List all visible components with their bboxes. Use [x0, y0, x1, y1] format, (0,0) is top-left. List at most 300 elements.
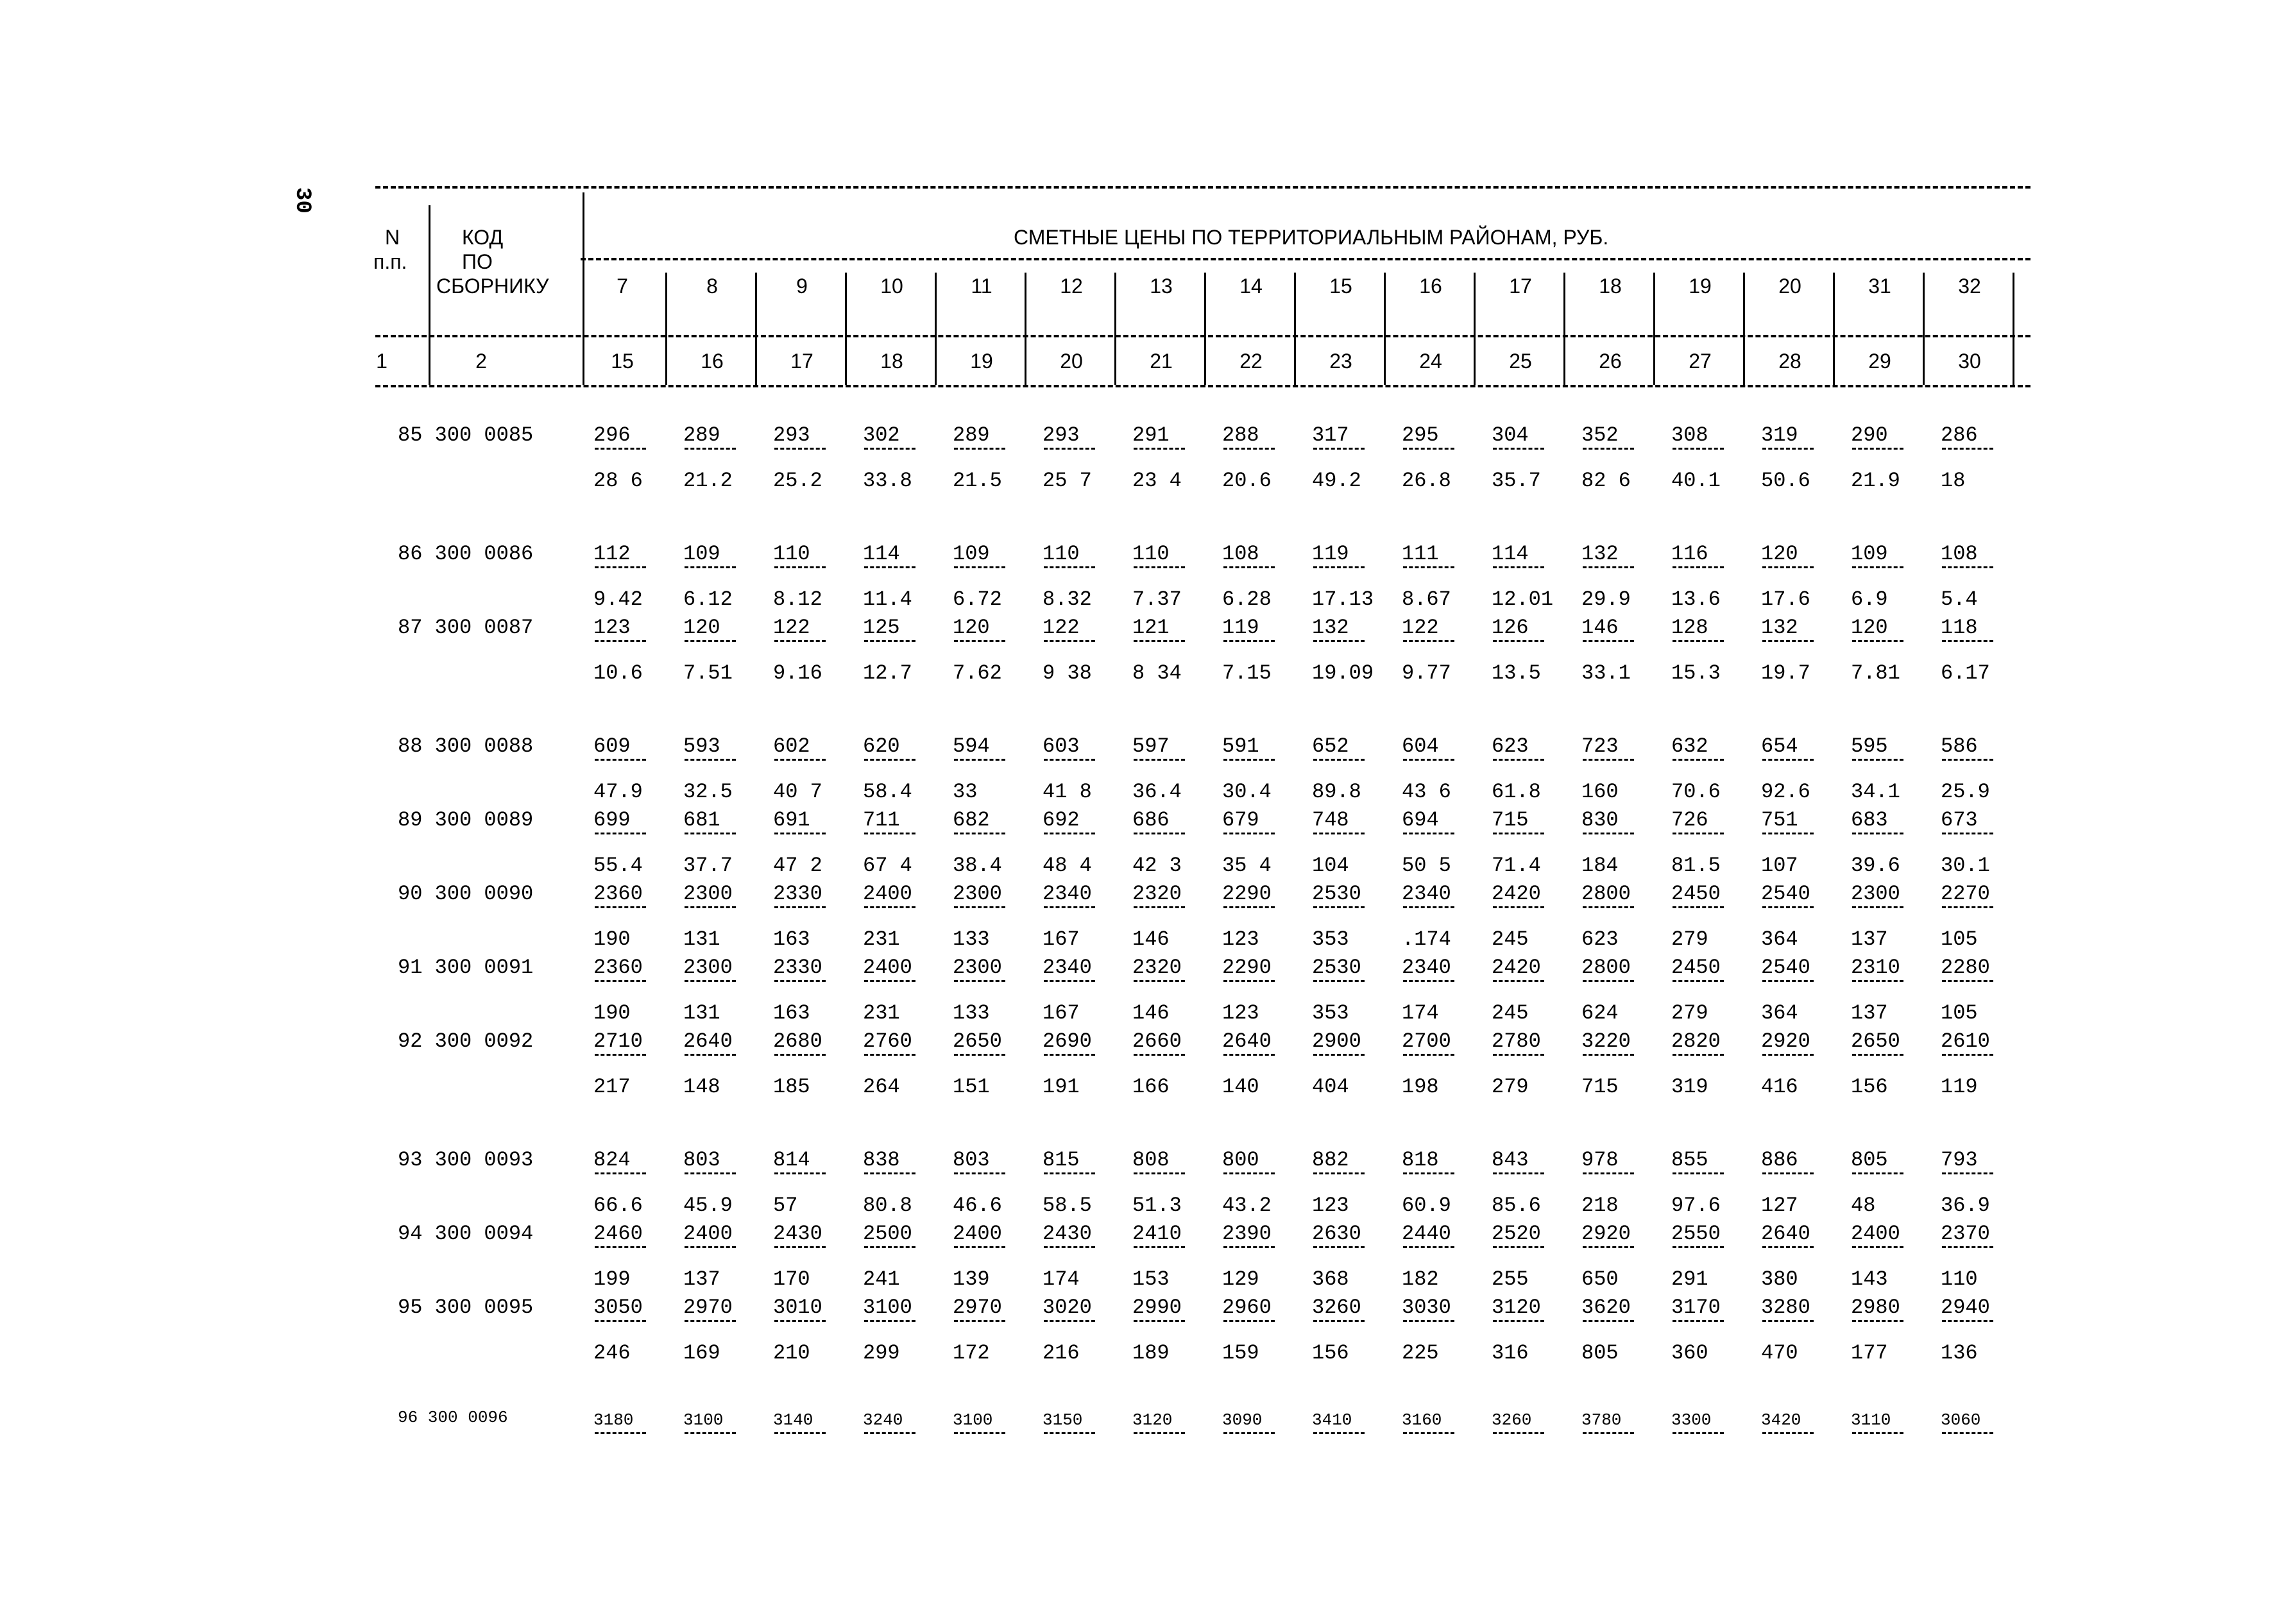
price-value: 3120: [1132, 1410, 1173, 1430]
price-value: 116: [1671, 542, 1708, 566]
price-value: 118: [1941, 616, 1978, 639]
price-cell: [863, 1148, 940, 1218]
price-cell: [1492, 1222, 1569, 1292]
wage-value: 123: [1222, 1001, 1259, 1025]
price-cell: [1043, 882, 1119, 952]
price-value: 289: [953, 423, 990, 447]
wage-value: 416: [1761, 1075, 1798, 1099]
price-cell: [683, 808, 760, 878]
fraction-bar: [1403, 1172, 1454, 1174]
row-code-label: 95 300 0095: [398, 1296, 534, 1319]
price-value: 132: [1581, 542, 1619, 566]
price-value: 2300: [683, 956, 733, 979]
district-header-19: 19: [1689, 275, 1712, 298]
wage-value: 133: [953, 1001, 990, 1025]
price-cell: [1312, 1029, 1389, 1099]
price-cell: [863, 423, 940, 493]
price-value: 652: [1312, 734, 1349, 758]
wage-value: 217: [593, 1075, 631, 1099]
price-cell: [1402, 616, 1479, 686]
fraction-bar: [595, 833, 646, 834]
price-cell: [593, 1222, 670, 1292]
fraction-bar: [864, 980, 915, 982]
price-cell: [1492, 734, 1569, 804]
fraction-bar: [1762, 448, 1814, 450]
price-value: 609: [593, 734, 631, 758]
wage-value: 174: [1402, 1001, 1439, 1025]
price-cell: [1312, 1296, 1389, 1366]
fraction-bar: [1583, 640, 1634, 642]
fraction-bar: [1313, 833, 1365, 834]
price-cell: [1312, 616, 1389, 686]
price-value: 886: [1761, 1148, 1798, 1172]
fraction-bar: [954, 1172, 1005, 1174]
wage-value: 216: [1043, 1341, 1080, 1365]
wage-value: 28 6: [593, 469, 643, 493]
fraction-bar: [595, 640, 646, 642]
price-value: 125: [863, 616, 900, 639]
wage-value: 133: [953, 927, 990, 951]
fraction-bar: [1852, 980, 1903, 982]
price-value: 3050: [593, 1296, 643, 1319]
price-cell: [1941, 1148, 2018, 1218]
fraction-bar: [1762, 1320, 1814, 1322]
fraction-bar: [774, 980, 826, 982]
price-cell: [1761, 882, 1838, 952]
price-cell: [953, 734, 1030, 804]
price-value: 686: [1132, 808, 1170, 832]
price-cell: [1492, 1148, 1569, 1218]
price-value: 830: [1581, 808, 1619, 832]
price-cell: [1941, 616, 2018, 686]
price-cell: [683, 956, 760, 1026]
fraction-bar: [1493, 566, 1544, 568]
price-cell: [1492, 1296, 1569, 1366]
wage-value: 159: [1222, 1341, 1259, 1365]
price-cell: [863, 956, 940, 1026]
price-value: 2820: [1671, 1029, 1721, 1053]
price-cell: [1222, 734, 1299, 804]
wage-value: 25.9: [1941, 780, 1990, 804]
price-value: 602: [773, 734, 810, 758]
price-value: 114: [863, 542, 900, 566]
price-value: 2640: [683, 1029, 733, 1053]
row-code-label: 87 300 0087: [398, 616, 534, 639]
district-header-12: 12: [1060, 275, 1083, 298]
price-cell: [1581, 1148, 1658, 1218]
wage-value: 190: [593, 927, 631, 951]
fraction-bar: [1044, 759, 1095, 761]
wage-value: 470: [1761, 1341, 1798, 1365]
wage-value: 368: [1312, 1267, 1349, 1291]
price-cell: [1581, 542, 1658, 612]
price-cell: [1402, 734, 1479, 804]
price-value: 2340: [1043, 956, 1092, 979]
price-value: 289: [683, 423, 720, 447]
price-cell: [1581, 808, 1658, 878]
wage-value: 163: [773, 927, 810, 951]
wage-value: 299: [863, 1341, 900, 1365]
fraction-bar: [1134, 980, 1185, 982]
col-code-header-line1: КОД: [462, 226, 504, 249]
column-number-1: 1: [376, 350, 387, 373]
price-cell: [1222, 882, 1299, 952]
fraction-bar: [1942, 1172, 1993, 1174]
price-value: 692: [1043, 808, 1080, 832]
fraction-bar: [1223, 566, 1275, 568]
price-value: 3280: [1761, 1296, 1810, 1319]
price-cell: [1402, 1148, 1479, 1218]
price-value: 2300: [953, 956, 1002, 979]
price-value: 748: [1312, 808, 1349, 832]
fraction-bar: [685, 906, 736, 908]
fraction-bar: [1134, 566, 1185, 568]
row-code-label: 89 300 0089: [398, 808, 534, 832]
price-value: 2410: [1132, 1222, 1182, 1246]
wage-value: 7.15: [1222, 661, 1272, 685]
fraction-bar: [1403, 640, 1454, 642]
price-value: 3150: [1043, 1410, 1083, 1430]
price-cell: [863, 542, 940, 612]
wage-value: 380: [1761, 1267, 1798, 1291]
fraction-bar: [1313, 566, 1365, 568]
price-value: 2450: [1671, 956, 1721, 979]
fraction-bar: [1852, 1432, 1903, 1434]
prices-group-title: СМЕТНЫЕ ЦЕНЫ ПО ТЕРРИТОРИАЛЬНЫМ РАЙОНАМ, РУБ.: [1014, 226, 1609, 249]
district-header-14: 14: [1239, 275, 1263, 298]
price-cell: [1581, 1408, 1658, 1434]
fraction-bar: [1044, 1054, 1095, 1056]
wage-value: 97.6: [1671, 1194, 1721, 1217]
price-value: 2340: [1402, 956, 1451, 979]
wage-value: 7.37: [1132, 588, 1182, 611]
price-value: 2680: [773, 1029, 822, 1053]
wage-value: 241: [863, 1267, 900, 1291]
price-cell: [1402, 956, 1479, 1026]
price-cell: [1132, 808, 1209, 878]
district-divider: [755, 273, 757, 385]
price-value: 3170: [1671, 1296, 1721, 1319]
wage-value: 319: [1671, 1075, 1708, 1099]
price-cell: [863, 882, 940, 952]
fraction-bar: [864, 640, 915, 642]
fraction-bar: [1313, 1320, 1365, 1322]
wage-value: 291: [1671, 1267, 1708, 1291]
price-value: 108: [1941, 542, 1978, 566]
fraction-bar: [1403, 1320, 1454, 1322]
wage-value: 13.5: [1492, 661, 1541, 685]
fraction-bar: [595, 566, 646, 568]
fraction-bar: [1403, 1054, 1454, 1056]
wage-value: 7.51: [683, 661, 733, 685]
price-value: 114: [1492, 542, 1529, 566]
price-value: 2690: [1043, 1029, 1092, 1053]
price-value: 2340: [1043, 882, 1092, 906]
wage-value: 131: [683, 1001, 720, 1025]
column-number-17: 17: [790, 350, 813, 373]
price-value: 3030: [1402, 1296, 1451, 1319]
price-cell: [683, 1296, 760, 1366]
price-cell: [1132, 616, 1209, 686]
price-cell: [1132, 1222, 1209, 1292]
fraction-bar: [1583, 980, 1634, 982]
price-value: 288: [1222, 423, 1259, 447]
price-value: 3100: [953, 1410, 993, 1430]
fraction-bar: [1673, 1172, 1724, 1174]
wage-value: .174: [1402, 927, 1451, 951]
price-value: 715: [1492, 808, 1529, 832]
price-cell: [593, 1029, 670, 1099]
price-cell: [953, 956, 1030, 1026]
fraction-bar: [1313, 1172, 1365, 1174]
col-np-header-line1: N: [385, 226, 400, 249]
fraction-bar: [954, 640, 1005, 642]
price-cell: [1312, 1148, 1389, 1218]
column-number-30: 30: [1958, 350, 1981, 373]
fraction-bar: [1762, 759, 1814, 761]
fraction-bar: [1942, 566, 1993, 568]
fraction-bar: [1673, 448, 1724, 450]
price-cell: [1132, 1408, 1209, 1434]
price-cell: [683, 734, 760, 804]
price-value: 2920: [1761, 1029, 1810, 1053]
price-cell: [1043, 1222, 1119, 1292]
fraction-bar: [954, 1246, 1005, 1248]
wage-value: 12.01: [1492, 588, 1554, 611]
wage-value: 92.6: [1761, 780, 1810, 804]
fraction-bar: [1852, 640, 1903, 642]
wage-value: 245: [1492, 1001, 1529, 1025]
wage-value: 11.4: [863, 588, 912, 611]
fraction-bar: [1583, 1172, 1634, 1174]
price-cell: [1941, 1296, 2018, 1366]
column-number-15: 15: [611, 350, 634, 373]
wage-value: 190: [593, 1001, 631, 1025]
price-cell: [1761, 423, 1838, 493]
wage-value: 18: [1941, 469, 1966, 493]
fraction-bar: [1493, 1172, 1544, 1174]
wage-value: 29.9: [1581, 588, 1631, 611]
col-code-header-line2: ПО: [462, 250, 493, 273]
price-value: 122: [1043, 616, 1080, 639]
price-cell: [1671, 542, 1748, 612]
wage-value: 48 4: [1043, 854, 1092, 877]
fraction-bar: [1313, 980, 1365, 982]
price-value: 120: [953, 616, 990, 639]
price-cell: [1851, 1148, 1928, 1218]
price-value: 2320: [1132, 882, 1182, 906]
fraction-bar: [1583, 759, 1634, 761]
price-cell: [773, 1029, 850, 1099]
wage-value: 36.4: [1132, 780, 1182, 804]
price-cell: [1132, 882, 1209, 952]
fraction-bar: [1493, 1246, 1544, 1248]
price-value: 308: [1671, 423, 1708, 447]
price-value: 838: [863, 1148, 900, 1172]
price-cell: [863, 1029, 940, 1099]
price-cell: [593, 616, 670, 686]
fraction-bar: [1134, 448, 1185, 450]
price-value: 2530: [1312, 956, 1361, 979]
fraction-bar: [1223, 640, 1275, 642]
price-cell: [593, 808, 670, 878]
fraction-bar: [1044, 640, 1095, 642]
wage-value: 19.7: [1761, 661, 1810, 685]
price-value: 591: [1222, 734, 1259, 758]
wage-value: 30.4: [1222, 780, 1272, 804]
wage-value: 51.3: [1132, 1194, 1182, 1217]
fraction-bar: [1134, 1320, 1185, 1322]
price-value: 2990: [1132, 1296, 1182, 1319]
price-cell: [1222, 1296, 1299, 1366]
wage-value: 137: [1851, 1001, 1888, 1025]
fraction-bar: [1044, 980, 1095, 982]
price-cell: [1671, 808, 1748, 878]
fraction-bar: [1134, 1432, 1185, 1434]
district-divider: [1563, 273, 1565, 385]
price-value: 110: [1043, 542, 1080, 566]
price-cell: [1851, 1222, 1928, 1292]
price-value: 2460: [593, 1222, 643, 1246]
wage-value: 41 8: [1043, 780, 1092, 804]
price-cell: [773, 542, 850, 612]
wage-value: 9.16: [773, 661, 822, 685]
price-cell: [863, 1296, 940, 1366]
wage-value: 174: [1043, 1267, 1080, 1291]
fraction-bar: [685, 1320, 736, 1322]
wage-value: 231: [863, 927, 900, 951]
fraction-bar: [954, 1432, 1005, 1434]
fraction-bar: [1223, 1320, 1275, 1322]
fraction-bar: [1762, 1054, 1814, 1056]
price-value: 694: [1402, 808, 1439, 832]
wage-value: 119: [1941, 1075, 1978, 1099]
wage-value: 353: [1312, 927, 1349, 951]
column-number-18: 18: [880, 350, 903, 373]
fraction-bar: [1223, 1246, 1275, 1248]
price-value: 2420: [1492, 882, 1541, 906]
price-value: 302: [863, 423, 900, 447]
fraction-bar: [954, 566, 1005, 568]
wage-value: 17.6: [1761, 588, 1810, 611]
price-cell: [1761, 1408, 1838, 1434]
wage-value: 123: [1222, 927, 1259, 951]
price-cell: [1222, 956, 1299, 1026]
fraction-bar: [954, 980, 1005, 982]
fraction-bar: [1223, 980, 1275, 982]
fraction-bar: [1403, 448, 1454, 450]
price-cell: [1402, 542, 1479, 612]
price-cell: [1043, 1148, 1119, 1218]
price-value: 2540: [1761, 882, 1810, 906]
district-divider: [1833, 273, 1835, 385]
price-value: 855: [1671, 1148, 1708, 1172]
price-cell: [593, 1408, 670, 1434]
price-value: 122: [773, 616, 810, 639]
price-value: 2800: [1581, 956, 1631, 979]
wage-value: 33.1: [1581, 661, 1631, 685]
price-value: 2430: [1043, 1222, 1092, 1246]
price-cell: [953, 423, 1030, 493]
fraction-bar: [1762, 906, 1814, 908]
fraction-bar: [595, 1320, 646, 1322]
fraction-bar: [1762, 566, 1814, 568]
wage-value: 123: [1312, 1194, 1349, 1217]
wage-value: 6.72: [953, 588, 1002, 611]
price-cell: [1492, 542, 1569, 612]
price-value: 3060: [1941, 1410, 1981, 1430]
district-header-18: 18: [1599, 275, 1622, 298]
price-cell: [1581, 956, 1658, 1026]
fraction-bar: [774, 1054, 826, 1056]
wage-value: 353: [1312, 1001, 1349, 1025]
price-cell: [1581, 1029, 1658, 1099]
column-number-27: 27: [1689, 350, 1712, 373]
fraction-bar: [1942, 906, 1993, 908]
price-value: 2450: [1671, 882, 1721, 906]
price-cell: [1671, 423, 1748, 493]
price-cell: [1851, 882, 1928, 952]
wage-value: 7.62: [953, 661, 1002, 685]
column-number-16: 16: [701, 350, 724, 373]
wage-value: 246: [593, 1341, 631, 1365]
col-np-header-line2: п.п.: [373, 250, 407, 273]
price-cell: [1222, 808, 1299, 878]
price-value: 286: [1941, 423, 1978, 447]
wage-value: 23 4: [1132, 469, 1182, 493]
price-value: 2400: [1851, 1222, 1900, 1246]
price-cell: [953, 1029, 1030, 1099]
price-cell: [593, 1296, 670, 1366]
price-cell: [953, 1222, 1030, 1292]
fraction-bar: [1583, 448, 1634, 450]
fraction-bar: [1762, 1246, 1814, 1248]
wage-value: 6.28: [1222, 588, 1272, 611]
price-value: 3020: [1043, 1296, 1092, 1319]
fraction-bar: [1852, 1172, 1903, 1174]
price-cell: [1312, 542, 1389, 612]
price-value: 726: [1671, 808, 1708, 832]
price-cell: [1492, 1408, 1569, 1434]
price-cell: [1312, 1408, 1389, 1434]
fraction-bar: [1942, 1054, 1993, 1056]
price-cell: [1043, 808, 1119, 878]
price-cell: [1581, 616, 1658, 686]
price-cell: [1671, 616, 1748, 686]
fraction-bar: [1044, 448, 1095, 450]
price-value: 319: [1761, 423, 1798, 447]
row-code-label: 91 300 0091: [398, 956, 534, 979]
price-value: 2540: [1761, 956, 1810, 979]
wage-value: 19.09: [1312, 661, 1374, 685]
fraction-bar: [1403, 980, 1454, 982]
price-value: 2300: [1851, 882, 1900, 906]
wage-value: 8.12: [773, 588, 822, 611]
wage-value: 364: [1761, 1001, 1798, 1025]
wage-value: 81.5: [1671, 854, 1721, 877]
fraction-bar: [1044, 906, 1095, 908]
price-cell: [1941, 1029, 2018, 1099]
wage-value: 184: [1581, 854, 1619, 877]
price-cell: [1671, 956, 1748, 1026]
fraction-bar: [1403, 1432, 1454, 1434]
wage-value: 30.1: [1941, 854, 1990, 877]
price-cell: [1043, 956, 1119, 1026]
fraction-bar: [774, 759, 826, 761]
wage-value: 47.9: [593, 780, 643, 804]
price-cell: [1761, 956, 1838, 1026]
price-value: 2400: [953, 1222, 1002, 1246]
